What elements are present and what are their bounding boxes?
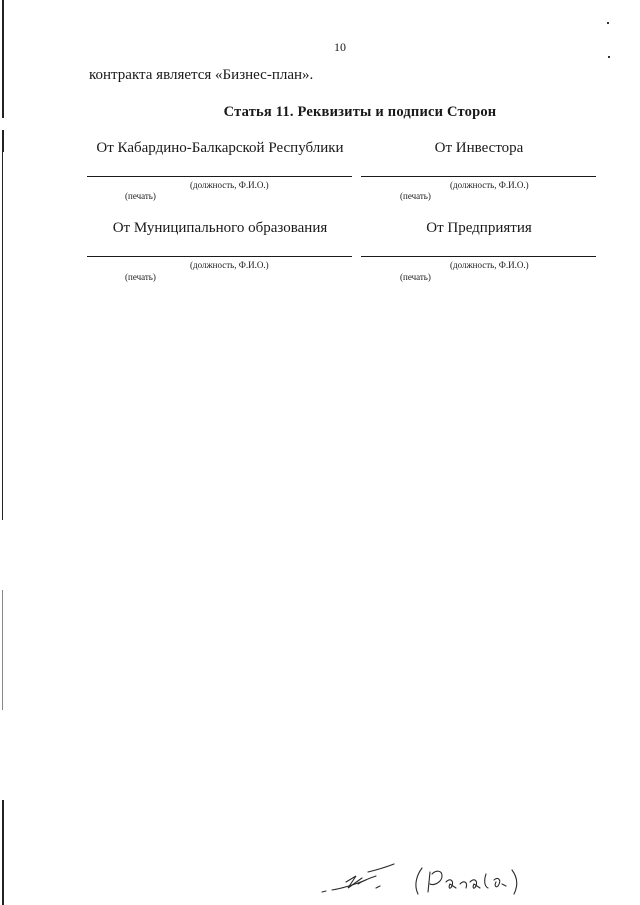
scan-edge-mark — [2, 130, 4, 152]
article-heading: Статья 11. Реквизиты и подписи Сторон — [223, 104, 497, 120]
scan-edge-mark — [2, 800, 4, 905]
position-caption-investor: (должность, Ф.И.О.) — [450, 180, 529, 190]
signature-line-enterprise — [361, 256, 596, 257]
position-caption-municipality: (должность, Ф.И.О.) — [190, 260, 269, 270]
party-municipality: От Муниципального образования — [112, 220, 328, 236]
continuation-text: контракта является «Бизнес-план». — [89, 67, 314, 83]
handwritten-signature — [318, 858, 528, 905]
party-enterprise: От Предприятия — [426, 220, 532, 236]
signature-line-republic — [87, 176, 352, 177]
position-caption-enterprise: (должность, Ф.И.О.) — [450, 260, 529, 270]
seal-caption-municipality: (печать) — [125, 272, 156, 282]
signature-line-investor — [361, 176, 596, 177]
seal-caption-enterprise: (печать) — [400, 272, 431, 282]
scan-edge-mark — [2, 590, 3, 710]
party-investor: От Инвестора — [434, 140, 524, 156]
page-number: 10 — [334, 40, 346, 54]
seal-caption-republic: (печать) — [125, 191, 156, 201]
position-caption-republic: (должность, Ф.И.О.) — [190, 180, 269, 190]
signature-line-municipality — [87, 256, 352, 257]
scan-speck — [607, 22, 609, 24]
party-republic: От Кабардино-Балкарской Республики — [96, 140, 344, 156]
scan-speck — [608, 56, 610, 58]
scan-edge-mark — [2, 0, 4, 118]
scan-edge-mark — [2, 150, 3, 520]
seal-caption-investor: (печать) — [400, 191, 431, 201]
